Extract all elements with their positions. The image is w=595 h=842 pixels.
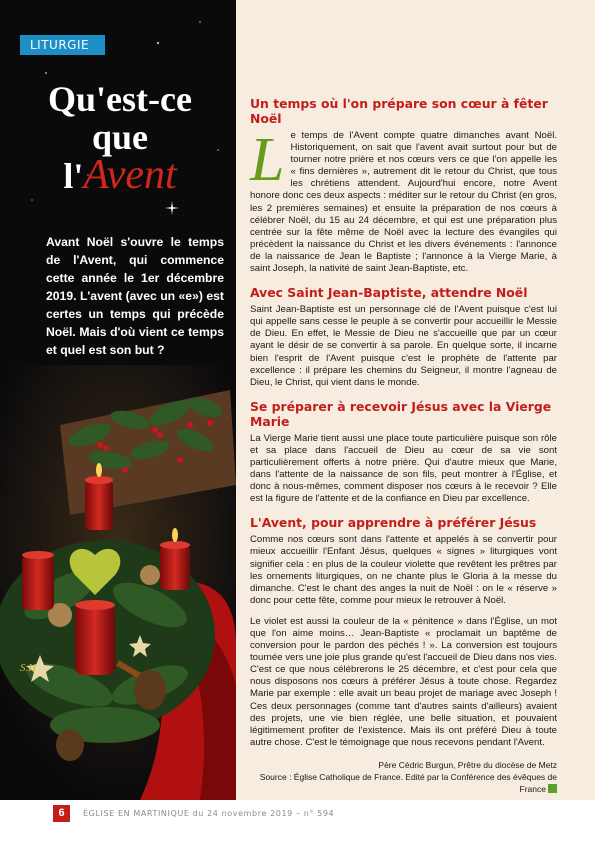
page-title <box>20 79 220 198</box>
section-heading: L'Avent, pour apprendre à préférer Jésus <box>250 515 537 531</box>
section-body-continued: Le violet est aussi la couleur de la « pénitence » dans l'Église, un mot que l'on aime moins… Jean-Baptiste « proclamait un baptême de conversion pour le pardon des péchés ! ». La conversion est toujours tournée vers une joie plus grande qu'est l'accueil de Dieu dans nos vies. C'est ce que nous célébrerons le 25 décembre, et c'est pour cela que nous disposons nos cœurs à préférer Jésus à toute chose. Regardez Marie par exemple : elle avait un beau projet de mariage avec Joseph ! Ces deux personnages (comme tant d'autres saints d'ailleurs) avaient des projets, une vie bien réglée, une belle situation, et pouvaient légitimement profiter de l'existence. Mais ils ont préféré Dieu à toute autre chose. C'est le témoignage que nous recevons pendant l'Avent. <box>250 615 557 748</box>
left-panel <box>0 0 236 800</box>
article-section <box>250 285 557 389</box>
advent-wreath-photo <box>0 365 236 800</box>
article-section <box>250 399 557 506</box>
article-column <box>236 0 595 800</box>
section-paragraph <box>250 126 557 275</box>
section-body: Comme nos cœurs sont dans l'attente et appelés à se convertir pour mieux accueillir l'Enfant Jésus, quelques « signes » liturgiques vont signifier cela : en plus de la couleur violette que revêtent les prêtres par les ornements liturgiques, on ne chante plus le Gloria à la messe du dimanche. C'est le chant des anges la nuit de Noël : on le « réserve » donc pour cette fête, comme pour mieux le retrouver à Noël. <box>250 534 557 606</box>
section-heading: Un temps où l'on prépare son cœur à fêter Noël <box>250 96 548 126</box>
source-line <box>250 771 557 795</box>
section-heading: Avec Saint Jean-Baptiste, attendre Noël <box>250 285 528 301</box>
source-text: Source : Église Catholique de France. Edité par la Conférence des évêques de France <box>259 771 557 794</box>
section-body: Saint Jean-Baptiste est un personnage clé de l'Avent puisque c'est lui qui appelle sans cesse le peuple à se convertir pour accueillir le Messie de Dieu. En effet, le Messie de Dieu ne s'accueille que par un cœur ayant le désir de se convertir à sa parole. En quelque sorte, il incarne bien l'esprit de l'Avent puisque c'est le prophète de l'attente par excellence : il prépare les chemins du Seigneur, il montre l'agneau de Dieu, le Christ, qui vient dans le monde. <box>250 304 557 388</box>
publication-info: ÉGLISE EN MARTINIQUE du 24 novembre 2019 – n° 594 <box>83 809 335 818</box>
author-signature: Père Cédric Burgun, Prêtre du diocèse de Metz <box>378 759 557 770</box>
end-square-icon <box>548 784 557 793</box>
page-number: 6 <box>53 805 70 822</box>
page-footer <box>0 800 595 842</box>
section-body: e temps de l'Avent compte quatre dimanches avant Noël. Historiquement, on sait que l'avent avait surtout pour but de tourner notre prière et nos cœurs vers ce que l'on appelle les « fins dernières », autrement dit le retour du Christ, que tous les chrétiens attendent. Aujourd'hui encore, notre Avent honore donc ces deux aspects : méditer sur le retour du Christ (en gros, les 2 premières semaines) et ensuite la préparation de nos cœurs à célébrer Noël, du 15 au 24 décembre, et qui est une préparation plus centrée sur la fête même de Noël avec la lecture des évangiles qui précèdent la naissance du Christ et les divers événements : l'annonce de la naissance de Jean le Baptiste ; l'annonce à la Vierge Marie, à saint Joseph, la nativité de saint Jean-Baptiste, etc. <box>250 130 557 275</box>
section-tag: LITURGIE <box>20 35 105 55</box>
article-body <box>250 96 557 795</box>
drop-cap: L <box>250 126 285 194</box>
section-heading: Se préparer à recevoir Jésus avec la Vierge Marie <box>250 398 552 429</box>
article-section <box>250 515 557 749</box>
photo-credit: S.H <box>20 662 37 674</box>
title-line-3 <box>20 152 220 198</box>
section-body: La Vierge Marie tient aussi une place toute particulière puisque son rôle et sa place dans l'accueil de Dieu au cœur de sa vie sont particulièrement offerts à notre prière. Qui d'autre mieux que Marie, dans l'attente de la naissance de son fils, peut montrer à l'Église, et donc à nous-mêmes, comment disposer nos cœurs à le recevoir ? Elle est la figure de l'attente et de la confiance en Dieu par excellence. <box>250 432 557 505</box>
title-line-3-script: Avent <box>83 152 177 198</box>
title-line-1: Qu'est-ce <box>48 79 192 119</box>
title-line-2: que <box>91 117 149 157</box>
intro-paragraph: Avant Noël s'ouvre le temps de l'Avent, qui commence cette année le 1er décembre 2019. L'avent (avec un «e») est certes un temps qui précède Noël. Mais d'où vient ce temps et quel est son but ? <box>46 235 224 357</box>
article-section <box>250 96 557 275</box>
title-line-3-prefix: l' <box>63 156 84 196</box>
